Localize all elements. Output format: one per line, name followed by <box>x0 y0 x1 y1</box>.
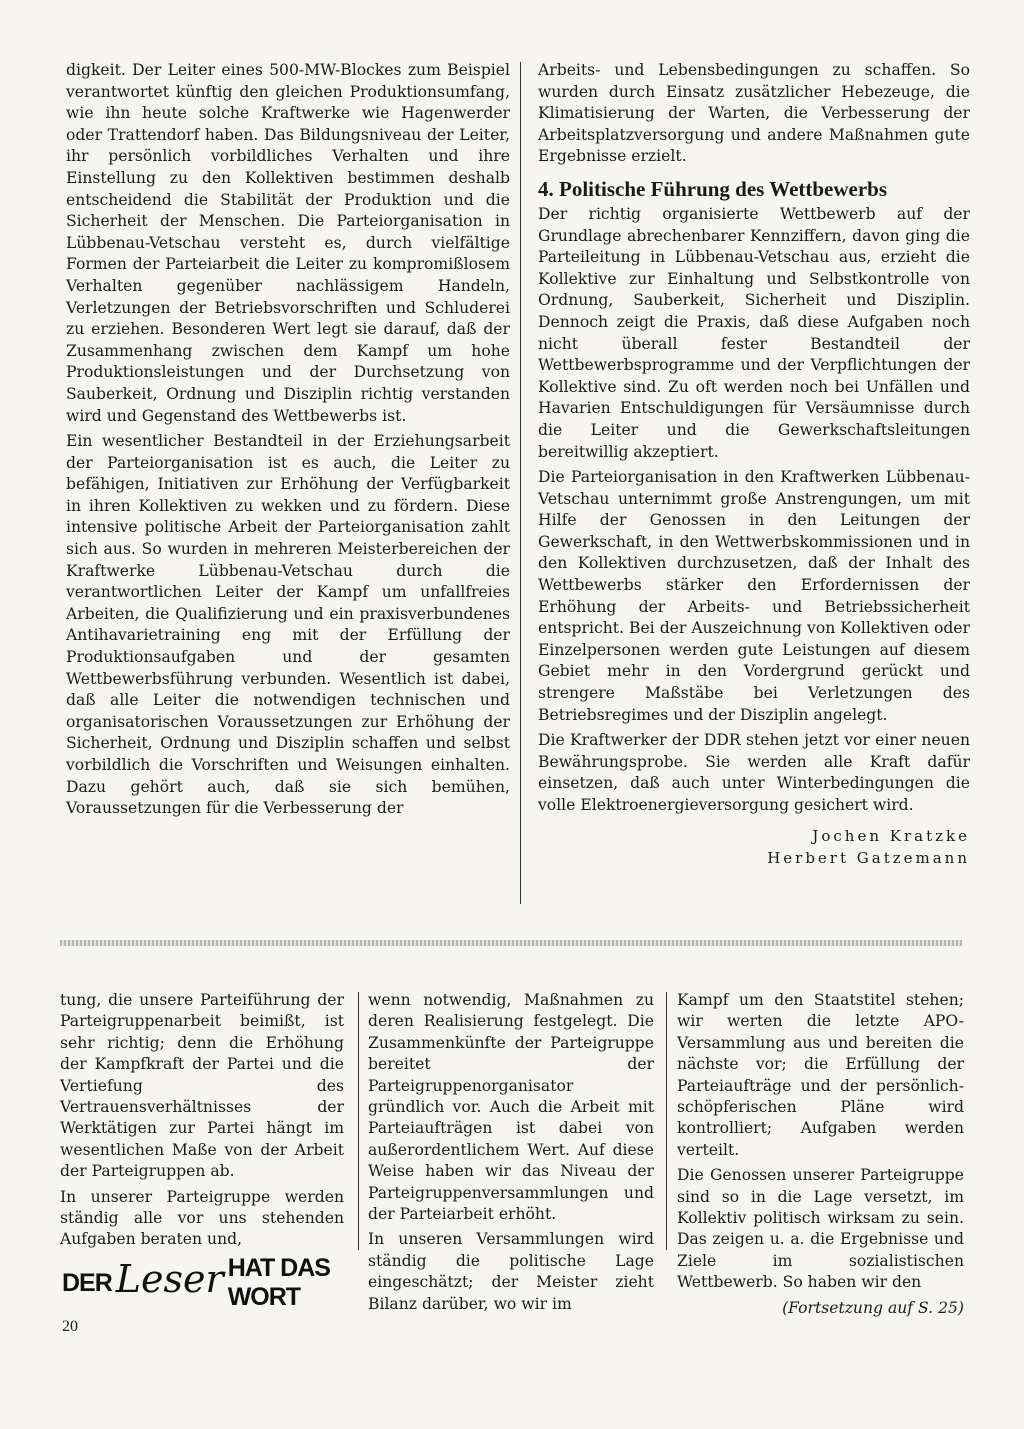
continuation-note: (Fortsetzung auf S. 25) <box>782 1298 964 1317</box>
letter-paragraph: tung, die unsere Parteiführung der Parteigruppenarbeit beimißt, ist sehr richtig; denn die Erhöhung der Kampfkraft der Partei und die Vertiefung des Vertrauensverhältnisses der Werktätigen zur Partei hängt im wesentlichen Maße von der Arbeit der Parteigruppen ab. <box>60 991 344 1181</box>
page-number: 20 <box>62 1318 78 1335</box>
section-masthead <box>62 1254 342 1311</box>
letters-column-1 <box>60 990 344 1255</box>
letter-paragraph: In unserer Parteigruppe werden ständig alle vor uns stehenden Aufgaben beraten und, <box>60 1187 344 1249</box>
letter-paragraph: Kampf um den Staatstitel stehen; wir werten die letzte APO-Versammlung aus und bereiten die nächste vor; die Erfüllung der Parteiaufträge und der persönlich-schöpferischen Pläne wird kontrolliert; Aufgaben werden verteilt. <box>677 991 964 1159</box>
masthead-text-hat-das-wort: HAT DAS WORT <box>227 1254 330 1311</box>
author-name: Herbert Gatzemann <box>767 848 970 867</box>
section-heading: 4. Politische Führung des Wettbewerbs <box>538 176 888 201</box>
article-column-right <box>538 60 970 869</box>
masthead-text-der: DER <box>62 1268 112 1297</box>
article-column-left <box>66 60 510 824</box>
article-paragraph: digkeit. Der Leiter eines 500-MW-Blockes zum Beispiel verantwortet künftig den gleichen Produktionsumfang, wie ihn heute solche Kraftwerke wie Hagenwerder oder Trattendorf haben. Das Bildungsniveau der Leiter, ihr persönlich vorbildliches Verhalten und ihre Einstellung zu den Kollektiven bestimmen deshalb entscheidend die Stabilität der Produktion und die Sicherheit der Menschen. Die Parteiorganisation in Lübbenau-Vetschau versteht es, durch vielfältige Formen der Parteiarbeit die Leiter zu kompromißlosem Verhalten gegenüber nachlässigem Handeln, Verletzungen der Betriebsvorschriften und Schluderei zu erziehen. Besonderen Wert legt sie darauf, daß der Zusammenhang zwischen dem Kampf um hohe Produktionsleistungen und der Durchsetzung von Sauberkeit, Ordnung und Disziplin richtig verstanden wird und Gegenstand des Wettbewerbs ist. <box>66 61 510 425</box>
column-rule-bottom-2 <box>666 992 667 1250</box>
author-block <box>538 825 970 869</box>
article-paragraph: Arbeits- und Lebensbedingungen zu schaffen. So wurden durch Einsatz zusätzlicher Hebezeuge, die Klimatisierung der Warten, die Verbesserung der Arbeitsplatzversorgung und andere Maßnahmen gute Ergebnisse erzielt. <box>538 61 970 166</box>
letters-column-3 <box>677 990 964 1323</box>
section-divider <box>60 940 962 946</box>
column-rule-bottom-1 <box>358 992 359 1250</box>
masthead-script-leser: Leser <box>115 1257 224 1301</box>
article-paragraph: Die Parteiorganisation in den Kraftwerken Lübbenau-Vetschau unternimmt große Anstrengungen, um mit Hilfe der Genossen in den Leitungen der Gewerkschaft, in den Wettwerbskommissionen und in den Kollektiven durchzusetzen, daß der Inhalt des Wettbewerbs stärker den Erfordernissen der Erhöhung der Arbeits- und Betriebssicherheit entspricht. Bei der Auszeichnung von Kollektiven oder Einzelpersonen werden gute Leistungen auf diesem Gebiet mehr in den Vordergrund gerückt und strengere Maßstäbe bei Verletzungen des Betriebsregimes und der Disziplin angelegt. <box>538 468 970 724</box>
article-paragraph: Der richtig organisierte Wettbewerb auf der Grundlage abrechenbarer Kennziffern, davon ging die Parteileitung in Lübbenau-Vetschau aus, erzieht die Kollektive zur Einhaltung und Selbstkontrolle von Ordnung, Sauberkeit, Sicherheit und Disziplin. Dennoch zeigt die Praxis, daß diese Aufgaben noch nicht überall fester Bestandteil der Wettbewerbsprogramme und der Verpflichtungen der Kollektive sind. Zu oft werden noch bei Unfällen und Havarien Entschuldigungen für Versäumnisse durch die Leiter und die Gewerkschaftsleitungen bereitwillig akzeptiert. <box>538 204 970 461</box>
letter-paragraph: Die Genossen unserer Parteigruppe sind so in die Lage versetzt, im Kollektiv politisch wirksam zu sein. Das zeigen u. a. die Ergebnisse und Ziele im sozialistischen Wettbewerb. So haben wir den <box>677 1166 964 1292</box>
author-name: Jochen Kratzke <box>812 826 970 845</box>
column-rule-top <box>520 62 521 904</box>
letter-paragraph: In unseren Versammlungen wird ständig die politische Lage eingeschätzt; der Meister zieht Bilanz darüber, wo wir im <box>368 1230 654 1313</box>
article-paragraph: Ein wesentlicher Bestandteil in der Erziehungsarbeit der Parteiorganisation ist es auch, die Leiter zu befähigen, Initiativen zur Erhöhung der Verfügbarkeit in ihren Kollektiven zu wekken und zu fördern. Diese intensive politische Arbeit der Parteiorganisation zahlt sich aus. So wurden in mehreren Meisterbereichen der Kraftwerke Lübbenau-Vetschau durch die verantwortlichen Leiter der Kampf um unfallfreies Arbeiten, die Qualifizierung und ein praxisverbundenes Antihavarietraining eng mit der Erfüllung der Produktionsaufgaben und der gesamten Wettbewerbsführung verbunden. Wesentlich ist dabei, daß alle Leiter die notwendigen technischen und organisatorischen Voraussetzungen zur Erhöhung der Sicherheit, Ordnung und Disziplin schaffen und selbst vorbildlich die Vorschriften und Weisungen einhalten. Dazu gehört auch, daß sie sich bemühen, Voraussetzungen für die Verbesserung der <box>66 432 510 818</box>
letter-paragraph: wenn notwendig, Maßnahmen zu deren Realisierung festgelegt. Die Zusammenkünfte der Parteigruppe bereitet der Parteigruppenorganisator gründlich vor. Auch die Arbeit mit Parteiaufträgen ist dabei von außerordentlichem Wert. Auf diese Weise haben wir das Niveau der Parteigruppenversammlungen und der Parteiarbeit erhöht. <box>368 991 654 1224</box>
article-paragraph: Die Kraftwerker der DDR stehen jetzt vor einer neuen Bewährungsprobe. Sie werden alle Kraft dafür einsetzen, daß auch unter Winterbedingungen die volle Elektroenergieversorgung gesichert wird. <box>538 731 970 814</box>
letters-column-2 <box>368 990 654 1319</box>
